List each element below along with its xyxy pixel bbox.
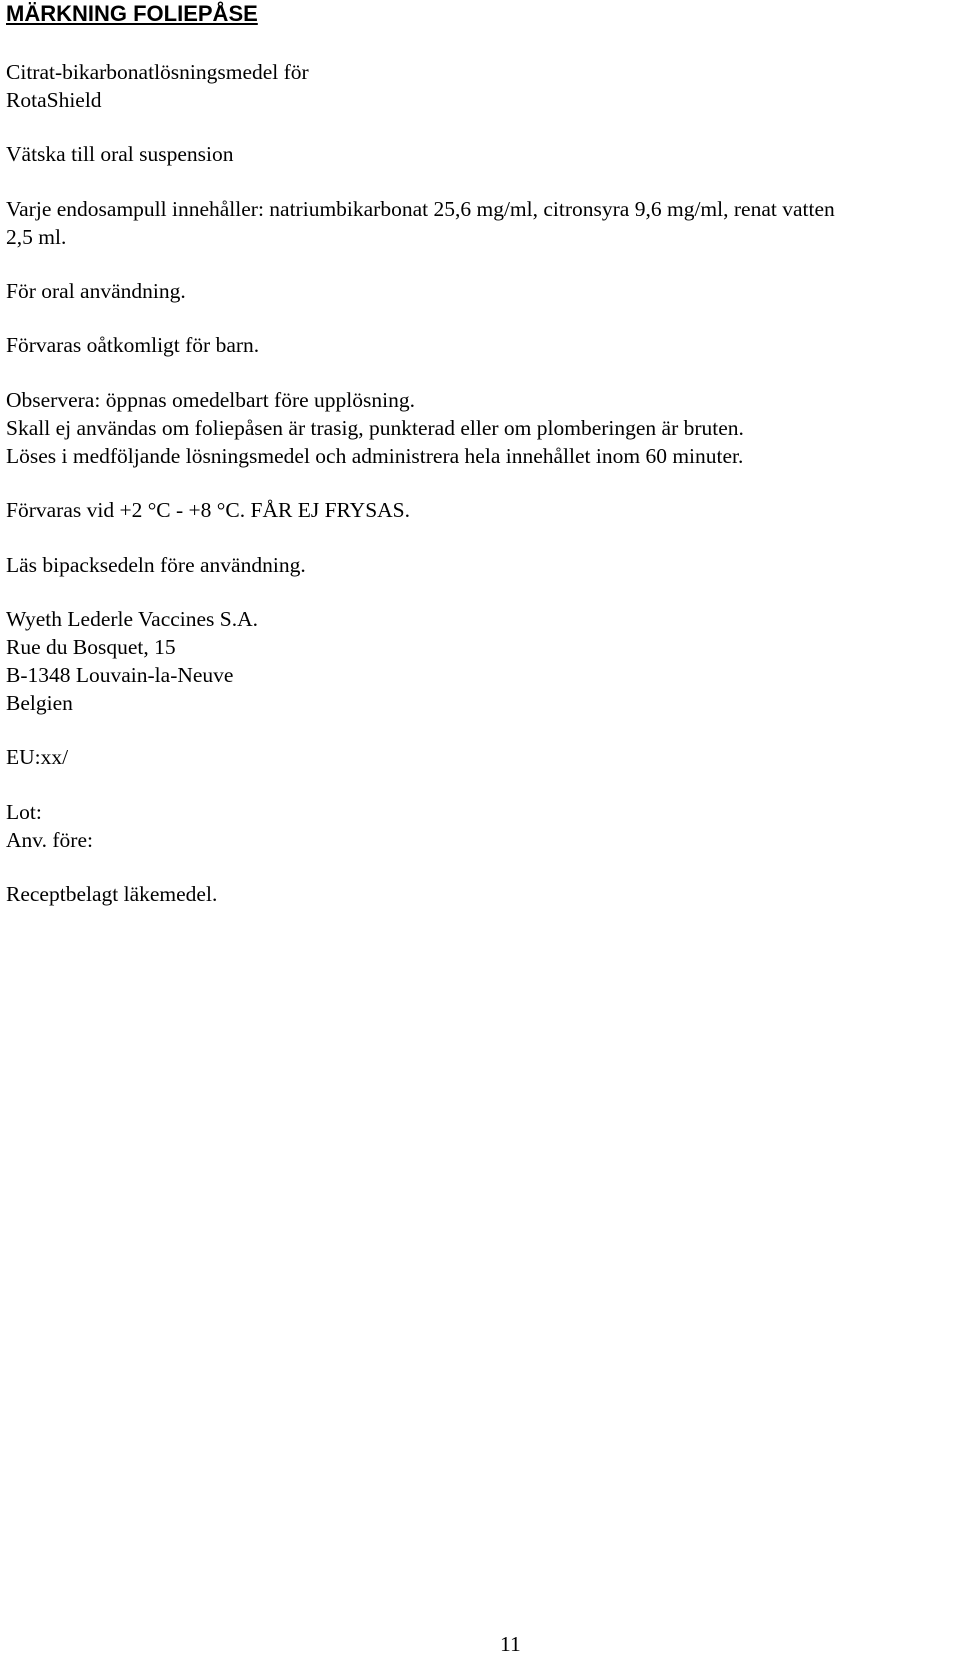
leaflet-instruction: Läs bipacksedeln före användning. — [6, 553, 306, 577]
page-title: MÄRKNING FOLIEPÅSE — [6, 1, 258, 26]
product-name-line-2: RotaShield — [6, 88, 102, 112]
children-warning: Förvaras oåtkomligt för barn. — [6, 333, 260, 357]
manufacturer-name: Wyeth Lederle Vaccines S.A. — [6, 607, 259, 631]
page-number: 11 — [500, 1632, 521, 1656]
lot-label: Lot: — [6, 800, 42, 824]
composition-line-2: 2,5 ml. — [6, 225, 67, 249]
eu-number: EU:xx/ — [6, 745, 69, 769]
notice-damaged-pouch: Skall ej användas om foliepåsen är trasig, punkterad eller om plomberingen är bruten. — [6, 416, 744, 440]
route-of-administration: För oral användning. — [6, 279, 186, 303]
manufacturer-country: Belgien — [6, 691, 73, 715]
expiry-label: Anv. före: — [6, 828, 93, 852]
composition-line-1: Varje endosampull innehåller: natriumbikarbonat 25,6 mg/ml, citronsyra 9,6 mg/ml, renat vatten — [6, 197, 835, 221]
product-name-line-1: Citrat-bikarbonatlösningsmedel för — [6, 60, 309, 84]
manufacturer-street: Rue du Bosquet, 15 — [6, 635, 176, 659]
prescription-status: Receptbelagt läkemedel. — [6, 882, 218, 906]
notice-dissolve: Löses i medföljande lösningsmedel och administrera hela innehållet inom 60 minuter. — [6, 444, 744, 468]
storage-instructions: Förvaras vid +2 °C - +8 °C. FÅR EJ FRYSAS. — [6, 498, 411, 522]
manufacturer-city: B-1348 Louvain-la-Neuve — [6, 663, 234, 687]
notice-open-before: Observera: öppnas omedelbart före upplösning. — [6, 388, 415, 412]
dosage-form: Vätska till oral suspension — [6, 142, 234, 166]
